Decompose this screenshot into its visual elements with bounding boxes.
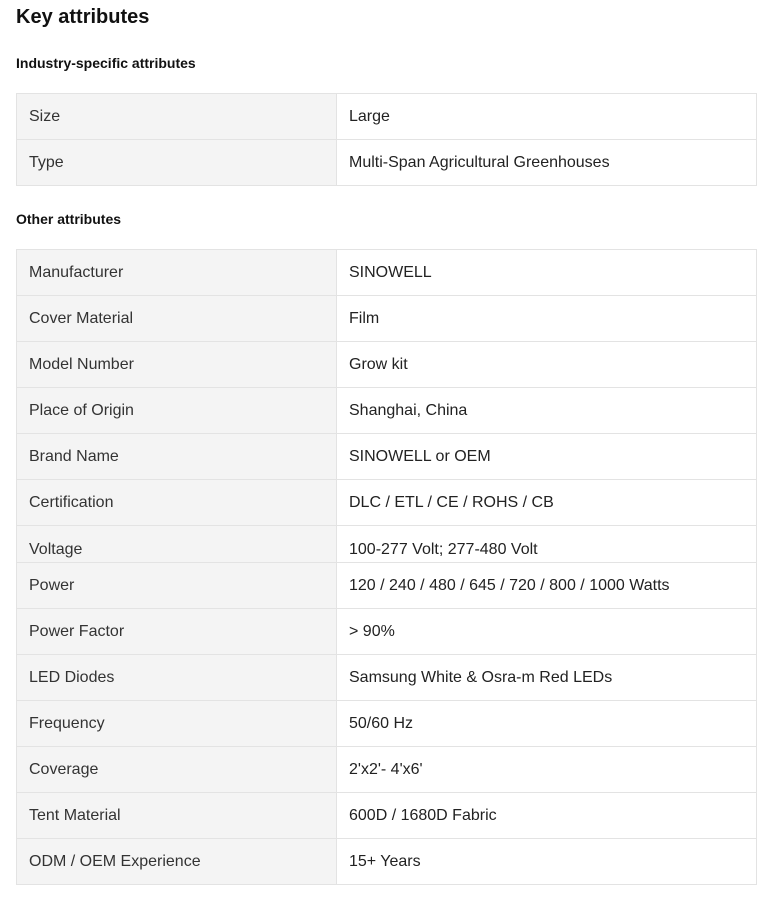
attribute-value: 600D / 1680D Fabric <box>337 793 757 839</box>
attribute-value: Grow kit <box>337 342 757 388</box>
attribute-value: Shanghai, China <box>337 388 757 434</box>
page-title: Key attributes <box>16 6 150 28</box>
other-attributes-table <box>16 249 757 885</box>
table-row <box>17 526 757 563</box>
table-row <box>17 655 757 701</box>
attribute-value: SINOWELL <box>337 250 757 296</box>
table-row <box>17 388 757 434</box>
attribute-value: 2'x2'- 4'x6' <box>337 747 757 793</box>
attribute-key: Tent Material <box>17 793 337 839</box>
table-row <box>17 296 757 342</box>
attribute-key: Power Factor <box>17 609 337 655</box>
attribute-key: Brand Name <box>17 434 337 480</box>
table-row <box>17 747 757 793</box>
attribute-key: Type <box>17 140 337 186</box>
table-row <box>17 480 757 526</box>
attribute-value: 100-277 Volt; 277-480 Volt <box>337 526 757 563</box>
attribute-key: ODM / OEM Experience <box>17 839 337 885</box>
industry-attributes-table <box>16 93 757 186</box>
section-title-other: Other attributes <box>16 211 122 227</box>
attribute-value: Large <box>337 94 757 140</box>
attribute-value: Film <box>337 296 757 342</box>
table-row <box>17 701 757 747</box>
table-row <box>17 793 757 839</box>
attribute-value: 50/60 Hz <box>337 701 757 747</box>
attribute-value: 120 / 240 / 480 / 645 / 720 / 800 / 1000 Watts <box>337 563 757 609</box>
table-row <box>17 250 757 296</box>
table-row <box>17 563 757 609</box>
attribute-value: > 90% <box>337 609 757 655</box>
attribute-value: Samsung White & Osra-m Red LEDs <box>337 655 757 701</box>
attribute-key: Voltage <box>17 526 337 563</box>
table-row <box>17 434 757 480</box>
attribute-key: Manufacturer <box>17 250 337 296</box>
attribute-key: Cover Material <box>17 296 337 342</box>
attribute-value: Multi-Span Agricultural Greenhouses <box>337 140 757 186</box>
attribute-key: Power <box>17 563 337 609</box>
attribute-key: Certification <box>17 480 337 526</box>
attribute-key: Size <box>17 94 337 140</box>
attribute-value: DLC / ETL / CE / ROHS / CB <box>337 480 757 526</box>
table-row <box>17 140 757 186</box>
attribute-key: Place of Origin <box>17 388 337 434</box>
table-row <box>17 609 757 655</box>
table-row <box>17 342 757 388</box>
attribute-value: SINOWELL or OEM <box>337 434 757 480</box>
attribute-key: LED Diodes <box>17 655 337 701</box>
table-row <box>17 839 757 885</box>
attribute-key: Model Number <box>17 342 337 388</box>
section-title-industry-specific: Industry-specific attributes <box>16 55 196 71</box>
attribute-value: 15+ Years <box>337 839 757 885</box>
attribute-key: Coverage <box>17 747 337 793</box>
attribute-key: Frequency <box>17 701 337 747</box>
table-row <box>17 94 757 140</box>
